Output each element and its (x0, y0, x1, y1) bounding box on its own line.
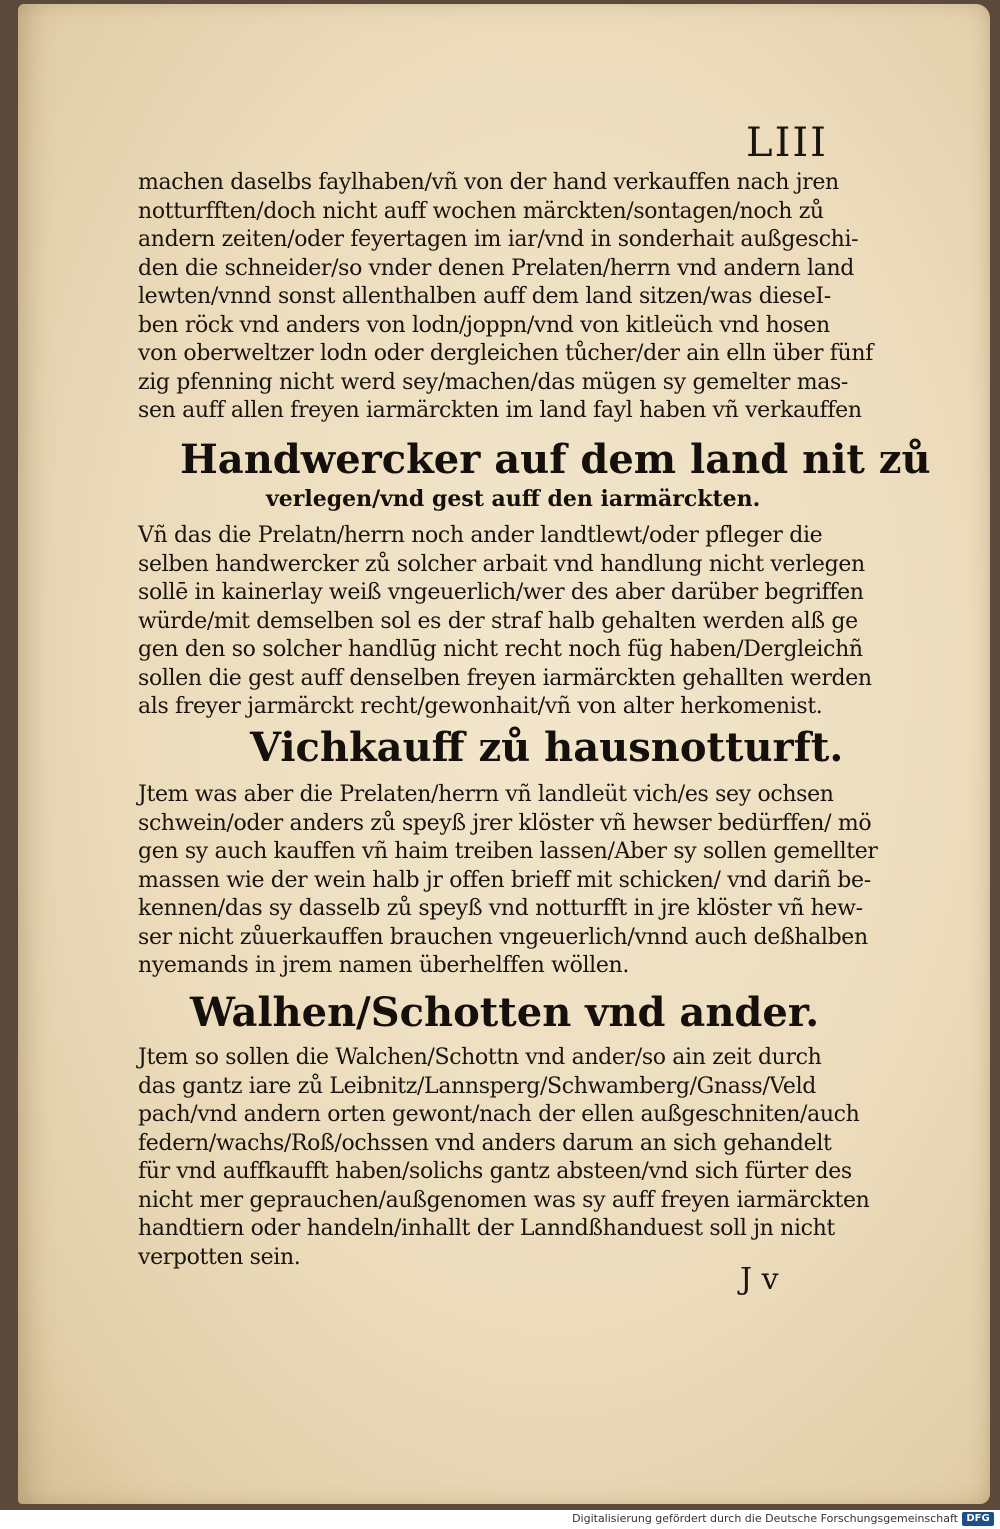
section-heading: Vichkauff zů hausnotturft. (250, 724, 844, 771)
text-line: würde/mit demselben sol es der straf halb gehalten werden alß ge (138, 608, 858, 634)
dfg-logo-icon: DFG (962, 1512, 994, 1526)
folio-number: LIII (746, 120, 828, 166)
text-line: sollen die gest auff denselben freyen iarmärckten gehallten werden (138, 665, 872, 691)
funding-credit: Digitalisierung gefördert durch die Deutsche Forschungsgemeinschaft (572, 1512, 958, 1525)
text-line: machen daselbs faylhaben/vñ von der hand verkauffen nach jren (138, 170, 839, 195)
text-line: nyemands in jrem namen überhelffen wöllen. (138, 953, 629, 978)
text-line: sollē in kainerlay weiß vngeuerlich/wer des aber darüber begriffen (138, 580, 864, 605)
text-line: das gantz iare zů Leibnitz/Lannsperg/Schwamberg/Gnass/Veld (138, 1073, 817, 1099)
text-line: als freyer jarmärckt recht/gewonhait/vñ von alter herkomenist. (138, 694, 823, 719)
text-line: massen wie der wein halb jr offen brieff mit schicken/ vnd dariñ be- (138, 867, 871, 893)
book-page (18, 4, 990, 1504)
text-line: pach/vnd andern orten gewont/nach der ellen außgeschniten/auch (138, 1102, 860, 1127)
text-line: von oberweltzer lodn oder dergleichen tůcher/der ain elln über fünf (138, 341, 873, 366)
text-line: schwein/oder anders zů speyß jrer klöster vñ hewser bedürffen/ mö (138, 810, 872, 836)
text-line: zig pfenning nicht werd sey/machen/das mügen sy gemelter mas- (138, 369, 848, 395)
text-line: notturfften/doch nicht auff wochen märckten/sontagen/noch zů (138, 198, 824, 224)
text-line: sen auff allen freyen iarmärckten im land fayl haben vñ verkauffen (138, 398, 862, 423)
text-line: selben handwercker zů solcher arbait vnd handlung nicht verlegen (138, 551, 865, 577)
text-line: nicht mer geprauchen/außgenomen was sy auff freyen iarmärckten (138, 1187, 870, 1213)
paragraph-1 (138, 169, 873, 426)
text-line: Vñ das die Prelatn/herrn noch ander landtlewt/oder pfleger die (138, 523, 823, 548)
text-line: verpotten sein. (138, 1244, 301, 1270)
section-heading: Handwercker auf dem land nit zů (180, 436, 931, 483)
footer-bar (0, 1510, 1000, 1529)
text-line: handtiern oder handeln/inhallt der Lanndßhanduest soll jn nicht (138, 1216, 835, 1241)
text-line: ser nicht zůuerkauffen brauchen vngeuerlich/vnnd auch deßhalben (138, 924, 868, 950)
catchword: J v (740, 1262, 779, 1297)
text-line: für vnd auffkaufft haben/solichs gantz absteen/vnd sich fürter des (138, 1159, 852, 1184)
text-line: den die schneider/so vnder denen Prelaten/herrn vnd andern land (138, 255, 855, 281)
text-line: kennen/das sy dasselb zů speyß vnd notturfft in jre klöster vñ hew- (138, 896, 863, 921)
text-line: andern zeiten/oder feyertagen im iar/vnd in sonderhait außgeschi- (138, 227, 859, 252)
text-line: lewten/vnnd sonst allenthalben auff dem land sitzen/was dieseI- (138, 284, 831, 309)
paragraph-2 (138, 522, 872, 722)
paragraph-3 (138, 781, 878, 981)
text-line: federn/wachs/Roß/ochssen vnd anders darum an sich gehandelt (138, 1130, 832, 1156)
text-line: gen den so solcher handlūg nicht recht noch füg haben/Dergleichñ (138, 637, 863, 662)
section-subheading: verlegen/vnd gest auff den iarmärckten. (266, 486, 761, 512)
text-line: Jtem so sollen die Walchen/Schottn vnd ander/so ain zeit durch (138, 1045, 822, 1070)
text-line: gen sy auch kauffen vñ haim treiben lassen/Aber sy sollen gemellter (138, 839, 878, 864)
paragraph-4 (138, 1044, 870, 1272)
text-line: Jtem was aber die Prelaten/herrn vñ landleüt vich/es sey ochsen (138, 782, 834, 807)
section-heading: Walhen/Schotten vnd ander. (190, 989, 820, 1036)
text-line: ben röck vnd anders von lodn/joppn/vnd von kitleüch vnd hosen (138, 312, 830, 338)
